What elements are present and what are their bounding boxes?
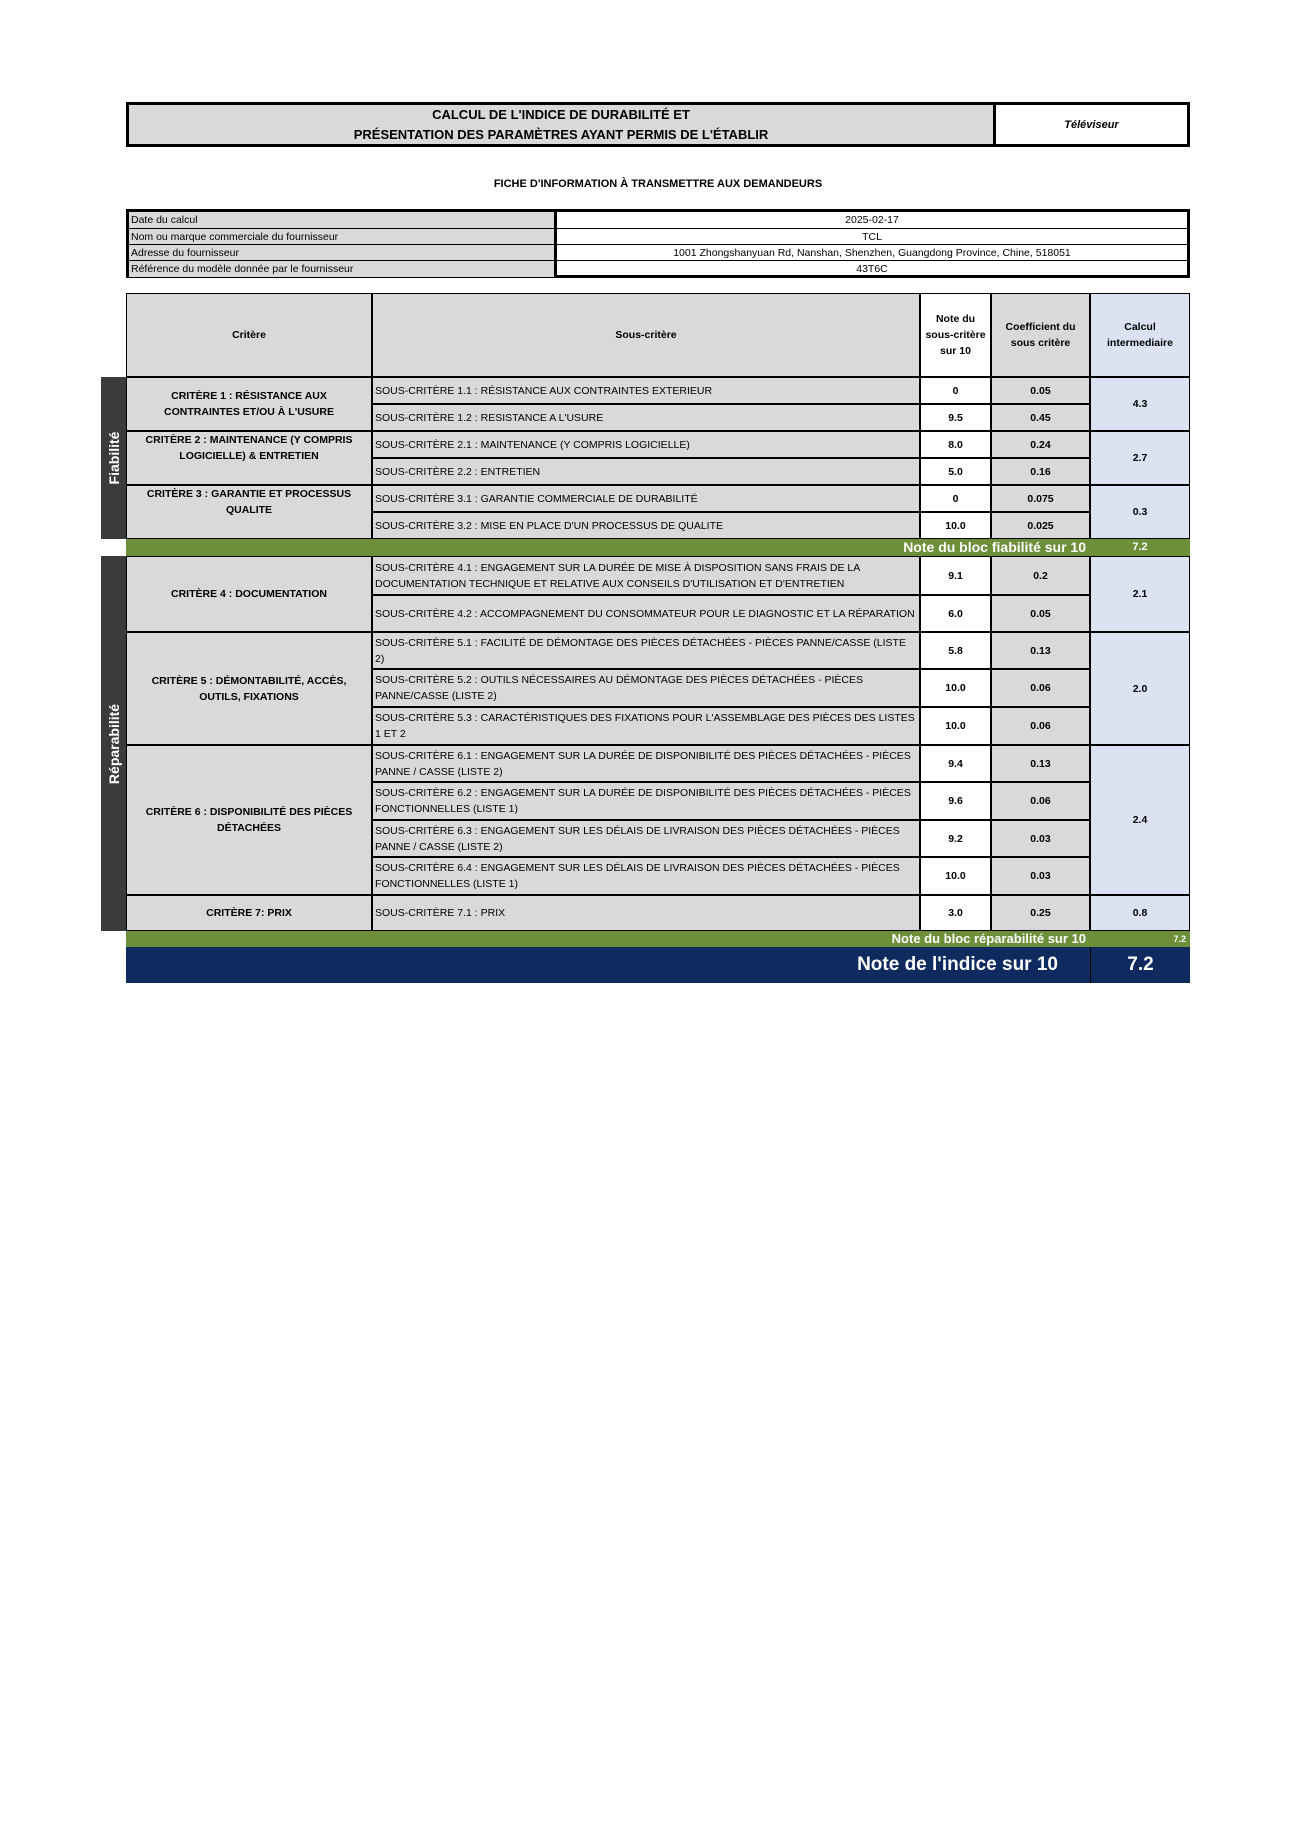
- indice-total-value: 7.2: [1090, 947, 1190, 983]
- criterion-cell: CRITÈRE 7: PRIX: [126, 895, 372, 931]
- title-block: [126, 102, 1190, 147]
- info-row: [129, 212, 1187, 228]
- document-title: [129, 105, 993, 144]
- coef-value: 0.06: [991, 669, 1090, 707]
- note-value: 6.0: [920, 595, 991, 632]
- calc-value: 4.3: [1090, 377, 1190, 431]
- supplier-info-table: [126, 209, 1190, 278]
- subcriterion-label: SOUS-CRITÈRE 2.2 : ENTRETIEN: [372, 458, 920, 485]
- subcriterion-label: SOUS-CRITÈRE 5.2 : OUTILS NÉCESSAIRES AU DÉMONTAGE DES PIÈCES DÉTACHÉES - PIÈCES PANNE/CASSE (LISTE 2): [372, 669, 920, 707]
- group-label: Réparabilité: [105, 703, 122, 784]
- note-value: 8.0: [920, 431, 991, 458]
- note-value: 10.0: [920, 857, 991, 895]
- subcriterion-label: SOUS-CRITÈRE 5.1 : FACILITÉ DE DÉMONTAGE DES PIÈCES DÉTACHÉES - PIÈCES PANNE/CASSE (LISTE 2): [372, 632, 920, 669]
- product-type: Téléviseur: [993, 105, 1187, 144]
- coef-value: 0.06: [991, 707, 1090, 745]
- fiabilite-total-label: Note du bloc fiabilité sur 10: [126, 539, 1090, 556]
- coef-value: 0.03: [991, 820, 1090, 857]
- coef-value: 0.05: [991, 377, 1090, 404]
- coef-value: 0.24: [991, 431, 1090, 458]
- reparabilite-total-label: Note du bloc réparabilité sur 10: [126, 931, 1090, 947]
- criterion-cell: CRITÈRE 5 : DÉMONTABILITÉ, ACCÈS, OUTILS, FIXATIONS: [126, 632, 372, 745]
- note-value: 0: [920, 377, 991, 404]
- coef-value: 0.05: [991, 595, 1090, 632]
- criterion-cell: CRITÈRE 1 : RÉSISTANCE AUX CONTRAINTES ET/OU À L'USURE: [126, 377, 372, 431]
- info-label: Date du calcul: [129, 212, 557, 228]
- info-value: 1001 Zhongshanyuan Rd, Nanshan, Shenzhen, Guangdong Province, Chine, 518051: [673, 247, 1071, 259]
- coef-value: 0.25: [991, 895, 1090, 931]
- subcriterion-label: SOUS-CRITÈRE 6.2 : ENGAGEMENT SUR LA DURÉE DE DISPONIBILITÉ DES PIÈCES DÉTACHÉES - PIÈCES FONCTIONNELLES (LISTE 1): [372, 782, 920, 820]
- subcriterion-label: SOUS-CRITÈRE 6.1 : ENGAGEMENT SUR LA DURÉE DE DISPONIBILITÉ DES PIÈCES DÉTACHÉES - PIÈCES PANNE / CASSE (LISTE 2): [372, 745, 920, 782]
- group-label: Fiabilité: [105, 431, 122, 485]
- header-calcul: Calcul intermediaire: [1090, 293, 1190, 377]
- coef-value: 0.025: [991, 512, 1090, 539]
- criterion-cell: CRITÈRE 3 : GARANTIE ET PROCESSUS QUALITE: [126, 485, 372, 539]
- subcriterion-label: SOUS-CRITÈRE 1.1 : RÉSISTANCE AUX CONTRAINTES EXTERIEUR: [372, 377, 920, 404]
- coef-value: 0.13: [991, 745, 1090, 782]
- info-label: Adresse du fournisseur: [129, 245, 557, 261]
- criterion-cell: CRITÈRE 2 : MAINTENANCE (Y COMPRIS LOGICIELLE) & ENTRETIEN: [126, 431, 372, 485]
- calc-value: 0.8: [1090, 895, 1190, 931]
- coef-value: 0.06: [991, 782, 1090, 820]
- criterion-cell: CRITÈRE 4 : DOCUMENTATION: [126, 556, 372, 632]
- info-label: Nom ou marque commerciale du fournisseur: [129, 229, 557, 245]
- note-value: 9.4: [920, 745, 991, 782]
- info-row: [129, 260, 1187, 277]
- calc-value: 2.1: [1090, 556, 1190, 632]
- header-coefficient: Coefficient du sous critère: [991, 293, 1090, 377]
- info-row: [129, 228, 1187, 245]
- subcriterion-label: SOUS-CRITÈRE 6.4 : ENGAGEMENT SUR LES DÉLAIS DE LIVRAISON DES PIÈCES DÉTACHÉES - PIÈCES FONCTIONNELLES (LISTE 1): [372, 857, 920, 895]
- coef-value: 0.075: [991, 485, 1090, 512]
- note-value: 10.0: [920, 669, 991, 707]
- subcriterion-label: SOUS-CRITÈRE 5.3 : CARACTÉRISTIQUES DES FIXATIONS POUR L'ASSEMBLAGE DES PIÈCES DES LISTES 1 ET 2: [372, 707, 920, 745]
- title-line-1: CALCUL DE L'INDICE DE DURABILITÉ ET: [432, 106, 690, 122]
- note-value: 9.5: [920, 404, 991, 431]
- coef-value: 0.2: [991, 556, 1090, 595]
- group-tab-fiabilite: [101, 377, 126, 539]
- fiche-title: FICHE D'INFORMATION À TRANSMETTRE AUX DEMANDEURS: [493, 178, 823, 190]
- info-row: [129, 244, 1187, 261]
- subcriterion-label: SOUS-CRITÈRE 4.1 : ENGAGEMENT SUR LA DURÉE DE MISE À DISPOSITION SANS FRAIS DE LA DOCUMENTATION TECHNIQUE ET RELATIVE AUX CONSEILS D'UTILISATION ET D'ENTRETIEN: [372, 556, 920, 595]
- note-value: 9.6: [920, 782, 991, 820]
- coef-value: 0.13: [991, 632, 1090, 669]
- info-value: 43T6C: [856, 263, 888, 275]
- title-line-2: PRÉSENTATION DES PARAMÈTRES AYANT PERMIS DE L'ÉTABLIR: [353, 126, 769, 142]
- info-value: 2025-02-17: [845, 214, 899, 226]
- note-value: 5.0: [920, 458, 991, 485]
- calc-value: 2.7: [1090, 431, 1190, 485]
- calc-value: 2.4: [1090, 745, 1190, 895]
- subcriterion-label: SOUS-CRITÈRE 4.2 : ACCOMPAGNEMENT DU CONSOMMATEUR POUR LE DIAGNOSTIC ET LA RÉPARATION: [372, 595, 920, 632]
- subcriterion-label: SOUS-CRITÈRE 6.3 : ENGAGEMENT SUR LES DÉLAIS DE LIVRAISON DES PIÈCES DÉTACHÉES - PIÈCES PANNE / CASSE (LISTE 2): [372, 820, 920, 857]
- note-value: 3.0: [920, 895, 991, 931]
- note-value: 10.0: [920, 707, 991, 745]
- criterion-cell: CRITÈRE 6 : DISPONIBILITÉ DES PIÈCES DÉTACHÉES: [126, 745, 372, 895]
- calc-value: 0.3: [1090, 485, 1190, 539]
- reparabilite-total-value: 7.2: [1090, 931, 1190, 947]
- coef-value: 0.16: [991, 458, 1090, 485]
- coef-value: 0.03: [991, 857, 1090, 895]
- subcriterion-label: SOUS-CRITÈRE 3.2 : MISE EN PLACE D'UN PROCESSUS DE QUALITE: [372, 512, 920, 539]
- header-sous-critere: Sous-critère: [372, 293, 920, 377]
- subcriterion-label: SOUS-CRITÈRE 7.1 : PRIX: [372, 895, 920, 931]
- coef-value: 0.45: [991, 404, 1090, 431]
- group-tab-reparabilite: [101, 556, 126, 931]
- header-note: Note du sous-critère sur 10: [920, 293, 991, 377]
- fiabilite-total-value: 7.2: [1090, 539, 1190, 556]
- subcriterion-label: SOUS-CRITÈRE 2.1 : MAINTENANCE (Y COMPRIS LOGICIELLE): [372, 431, 920, 458]
- header-critere: Critère: [126, 293, 372, 377]
- subcriterion-label: SOUS-CRITÈRE 3.1 : GARANTIE COMMERCIALE DE DURABILITÉ: [372, 485, 920, 512]
- note-value: 5.8: [920, 632, 991, 669]
- note-value: 10.0: [920, 512, 991, 539]
- indice-total-label: Note de l'indice sur 10: [126, 947, 1090, 983]
- note-value: 9.1: [920, 556, 991, 595]
- subcriterion-label: SOUS-CRITÈRE 1.2 : RESISTANCE A L'USURE: [372, 404, 920, 431]
- info-label: Référence du modèle donnée par le fournisseur: [129, 261, 557, 277]
- info-value: TCL: [862, 231, 882, 243]
- note-value: 9.2: [920, 820, 991, 857]
- note-value: 0: [920, 485, 991, 512]
- calc-value: 2.0: [1090, 632, 1190, 745]
